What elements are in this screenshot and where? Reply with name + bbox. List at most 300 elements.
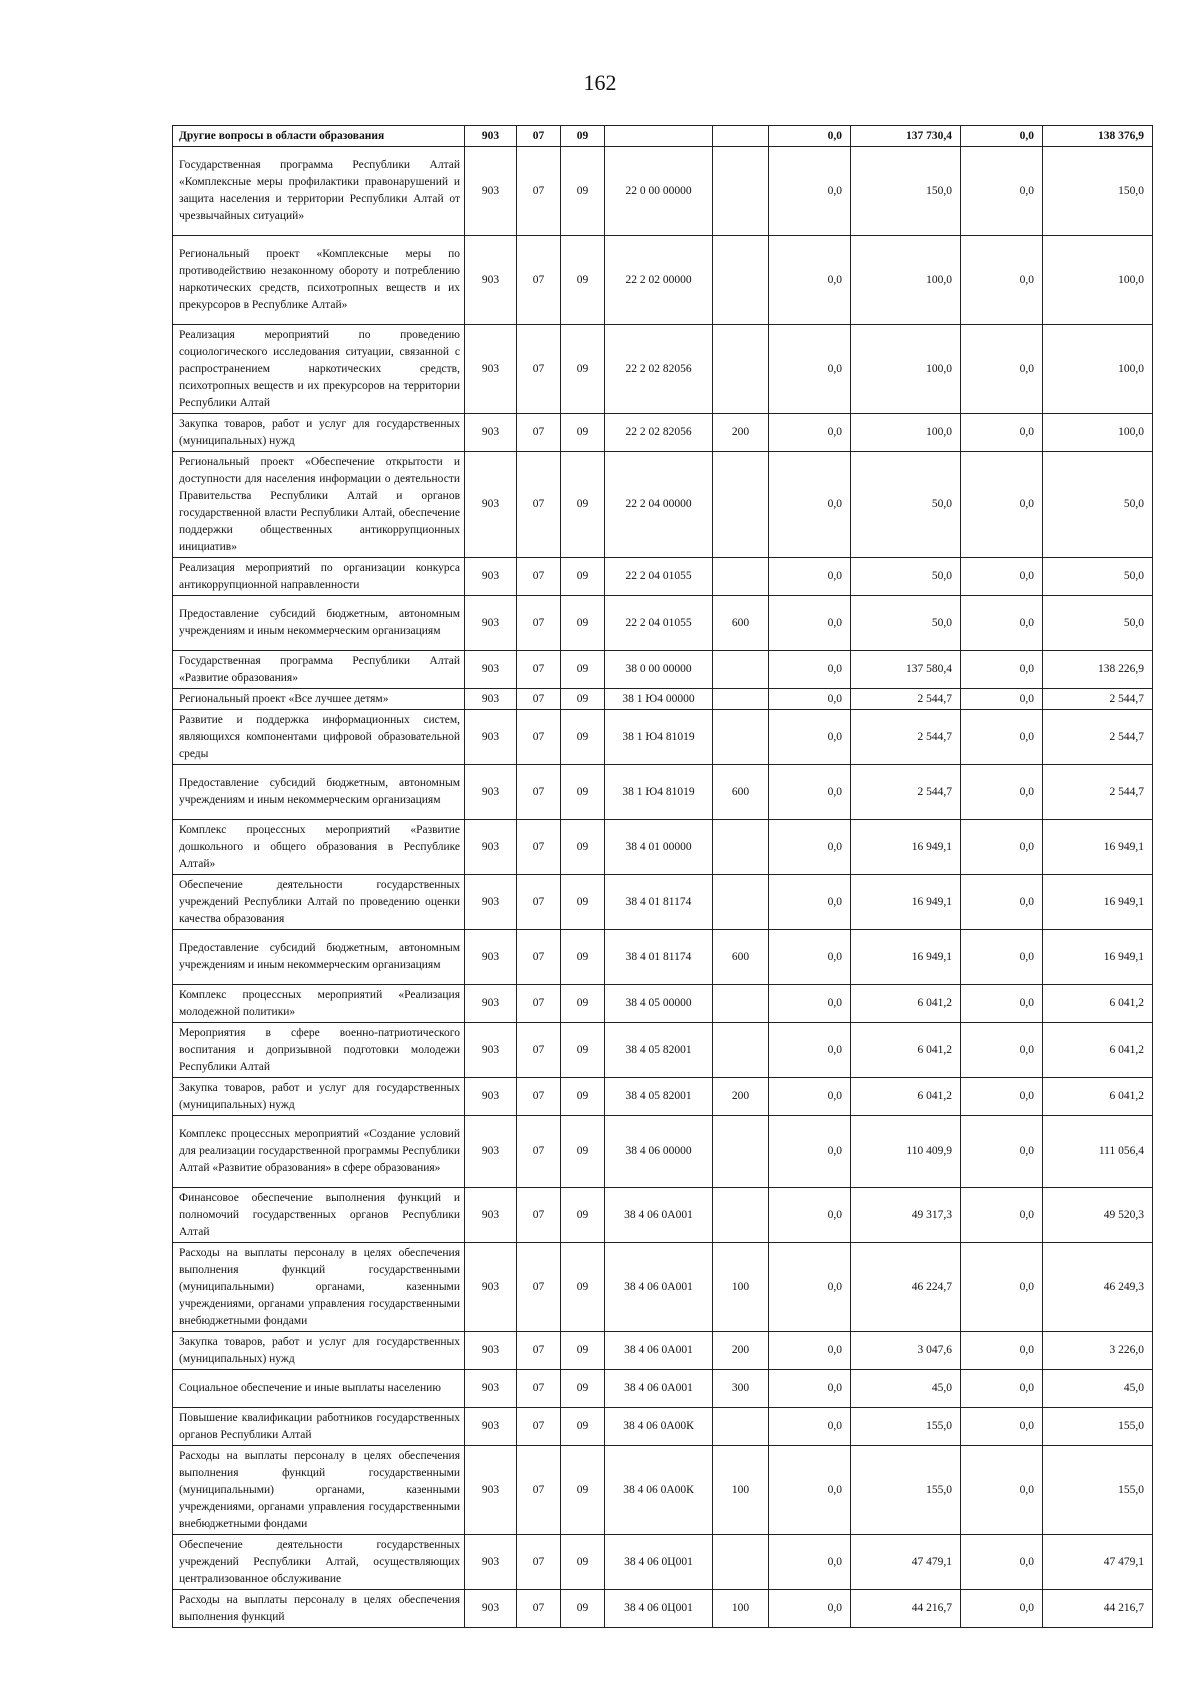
cell-section: 07 [517, 930, 561, 985]
cell-name: Комплекс процессных мероприятий «Развитие дошкольного и общего образования в Республике Алтай» [173, 820, 465, 875]
cell-administrator: 903 [465, 689, 517, 710]
cell-value-3: 0,0 [961, 1243, 1043, 1332]
cell-administrator: 903 [465, 236, 517, 325]
cell-value-1: 0,0 [769, 1446, 851, 1535]
cell-administrator: 903 [465, 1408, 517, 1446]
cell-value-3: 0,0 [961, 1116, 1043, 1188]
cell-subsection: 09 [561, 1332, 605, 1370]
cell-value-3: 0,0 [961, 414, 1043, 452]
cell-value-2: 16 949,1 [851, 820, 961, 875]
cell-section: 07 [517, 236, 561, 325]
cell-value-1: 0,0 [769, 1408, 851, 1446]
cell-administrator: 903 [465, 596, 517, 651]
cell-value-1: 0,0 [769, 1078, 851, 1116]
cell-value-2: 137 730,4 [851, 126, 961, 147]
cell-value-1: 0,0 [769, 1370, 851, 1408]
cell-section: 07 [517, 452, 561, 558]
cell-value-2: 50,0 [851, 596, 961, 651]
cell-value-2: 16 949,1 [851, 875, 961, 930]
cell-name: Предоставление субсидий бюджетным, автономным учреждениям и иным некоммерческим организациям [173, 596, 465, 651]
cell-value-3: 0,0 [961, 710, 1043, 765]
cell-expense-type: 200 [713, 1332, 769, 1370]
cell-target-article: 22 2 04 00000 [605, 452, 713, 558]
cell-administrator: 903 [465, 558, 517, 596]
cell-target-article: 38 4 06 0А001 [605, 1370, 713, 1408]
cell-target-article: 38 4 05 82001 [605, 1023, 713, 1078]
cell-expense-type [713, 651, 769, 689]
cell-administrator: 903 [465, 147, 517, 236]
cell-value-1: 0,0 [769, 1023, 851, 1078]
cell-section: 07 [517, 325, 561, 414]
cell-section: 07 [517, 1243, 561, 1332]
cell-administrator: 903 [465, 710, 517, 765]
cell-section: 07 [517, 414, 561, 452]
table-row [173, 596, 1153, 651]
cell-subsection: 09 [561, 452, 605, 558]
cell-name: Обеспечение деятельности государственных учреждений Республики Алтай, осуществляющих централизованное обслуживание [173, 1535, 465, 1590]
cell-expense-type [713, 452, 769, 558]
cell-section: 07 [517, 1370, 561, 1408]
cell-administrator: 903 [465, 1188, 517, 1243]
table-row [173, 1023, 1153, 1078]
cell-expense-type [713, 820, 769, 875]
cell-value-1: 0,0 [769, 1535, 851, 1590]
cell-expense-type [713, 1023, 769, 1078]
cell-value-2: 100,0 [851, 236, 961, 325]
cell-subsection: 09 [561, 126, 605, 147]
cell-expense-type [713, 1535, 769, 1590]
cell-value-4: 16 949,1 [1043, 875, 1153, 930]
cell-administrator: 903 [465, 126, 517, 147]
cell-section: 07 [517, 710, 561, 765]
cell-name: Закупка товаров, работ и услуг для государственных (муниципальных) нужд [173, 414, 465, 452]
cell-administrator: 903 [465, 930, 517, 985]
cell-section: 07 [517, 765, 561, 820]
cell-value-2: 155,0 [851, 1408, 961, 1446]
cell-subsection: 09 [561, 1408, 605, 1446]
cell-target-article: 38 4 01 00000 [605, 820, 713, 875]
table-row [173, 875, 1153, 930]
cell-value-1: 0,0 [769, 710, 851, 765]
cell-expense-type [713, 325, 769, 414]
cell-value-1: 0,0 [769, 820, 851, 875]
cell-value-4: 3 226,0 [1043, 1332, 1153, 1370]
cell-value-2: 44 216,7 [851, 1590, 961, 1628]
cell-target-article: 38 4 06 0А00К [605, 1446, 713, 1535]
cell-expense-type [713, 689, 769, 710]
cell-expense-type: 600 [713, 765, 769, 820]
cell-name: Региональный проект «Комплексные меры по противодействию незаконному обороту и потреблению наркотических средств, психотропных веществ и их прекурсоров в Республике Алтай» [173, 236, 465, 325]
cell-target-article: 38 1 Ю4 81019 [605, 710, 713, 765]
cell-value-3: 0,0 [961, 765, 1043, 820]
cell-section: 07 [517, 1408, 561, 1446]
cell-expense-type [713, 126, 769, 147]
cell-value-1: 0,0 [769, 126, 851, 147]
table-row [173, 325, 1153, 414]
cell-target-article: 22 0 00 00000 [605, 147, 713, 236]
cell-name: Расходы на выплаты персоналу в целях обеспечения выполнения функций государственными (муниципальными) органами, казенными учреждениями, органами управления государственными внебюджетными фондами [173, 1243, 465, 1332]
cell-expense-type: 200 [713, 414, 769, 452]
cell-value-3: 0,0 [961, 651, 1043, 689]
cell-subsection: 09 [561, 236, 605, 325]
cell-target-article: 22 2 02 82056 [605, 325, 713, 414]
cell-name: Комплекс процессных мероприятий «Реализация молодежной политики» [173, 985, 465, 1023]
cell-value-2: 50,0 [851, 452, 961, 558]
cell-name: Реализация мероприятий по организации конкурса антикоррупционной направленности [173, 558, 465, 596]
cell-target-article: 38 4 06 0Ц001 [605, 1535, 713, 1590]
table-row [173, 820, 1153, 875]
cell-value-1: 0,0 [769, 452, 851, 558]
cell-value-2: 6 041,2 [851, 985, 961, 1023]
cell-value-4: 16 949,1 [1043, 820, 1153, 875]
table-row [173, 1188, 1153, 1243]
cell-section: 07 [517, 820, 561, 875]
cell-value-1: 0,0 [769, 765, 851, 820]
cell-value-4: 2 544,7 [1043, 710, 1153, 765]
cell-expense-type: 300 [713, 1370, 769, 1408]
cell-target-article: 38 4 06 0А001 [605, 1188, 713, 1243]
cell-value-3: 0,0 [961, 558, 1043, 596]
cell-name: Предоставление субсидий бюджетным, автономным учреждениям и иным некоммерческим организациям [173, 930, 465, 985]
cell-target-article: 38 4 06 0Ц001 [605, 1590, 713, 1628]
table-row [173, 710, 1153, 765]
cell-value-3: 0,0 [961, 1590, 1043, 1628]
cell-subsection: 09 [561, 765, 605, 820]
cell-expense-type [713, 147, 769, 236]
cell-name: Расходы на выплаты персоналу в целях обеспечения выполнения функций государственными (муниципальными) органами, казенными учреждениями, органами управления государственными внебюджетными фондами [173, 1446, 465, 1535]
cell-value-4: 49 520,3 [1043, 1188, 1153, 1243]
cell-section: 07 [517, 1446, 561, 1535]
cell-name: Государственная программа Республики Алтай «Развитие образования» [173, 651, 465, 689]
cell-section: 07 [517, 558, 561, 596]
cell-expense-type [713, 558, 769, 596]
cell-value-2: 155,0 [851, 1446, 961, 1535]
cell-target-article: 38 4 06 0А001 [605, 1243, 713, 1332]
cell-value-4: 138 376,9 [1043, 126, 1153, 147]
cell-value-4: 50,0 [1043, 558, 1153, 596]
cell-administrator: 903 [465, 820, 517, 875]
cell-expense-type [713, 985, 769, 1023]
cell-subsection: 09 [561, 710, 605, 765]
cell-section: 07 [517, 1535, 561, 1590]
cell-name: Комплекс процессных мероприятий «Создание условий для реализации государственной программы Республики Алтай «Развитие образования» в сфере образования» [173, 1116, 465, 1188]
cell-value-1: 0,0 [769, 651, 851, 689]
cell-value-3: 0,0 [961, 452, 1043, 558]
page-number: 162 [583, 70, 617, 95]
cell-expense-type: 600 [713, 596, 769, 651]
cell-value-3: 0,0 [961, 1023, 1043, 1078]
cell-value-1: 0,0 [769, 1332, 851, 1370]
cell-value-4: 46 249,3 [1043, 1243, 1153, 1332]
cell-name: Государственная программа Республики Алтай «Комплексные меры профилактики правонарушений и защита населения и территории Республики Алтай от чрезвычайных ситуаций» [173, 147, 465, 236]
cell-target-article: 38 4 01 81174 [605, 875, 713, 930]
table-row [173, 1408, 1153, 1446]
table-row [173, 1535, 1153, 1590]
cell-subsection: 09 [561, 930, 605, 985]
cell-value-2: 2 544,7 [851, 765, 961, 820]
cell-subsection: 09 [561, 820, 605, 875]
cell-value-4: 155,0 [1043, 1408, 1153, 1446]
cell-administrator: 903 [465, 1078, 517, 1116]
cell-value-1: 0,0 [769, 414, 851, 452]
cell-value-1: 0,0 [769, 1590, 851, 1628]
cell-value-4: 50,0 [1043, 596, 1153, 651]
cell-section: 07 [517, 147, 561, 236]
cell-subsection: 09 [561, 1535, 605, 1590]
cell-name: Реализация мероприятий по проведению социологического исследования ситуации, связанной с распространением наркотических средств, психотропных веществ и их прекурсоров на территории Республики Алтай [173, 325, 465, 414]
cell-target-article: 38 1 Ю4 00000 [605, 689, 713, 710]
cell-subsection: 09 [561, 596, 605, 651]
cell-administrator: 903 [465, 765, 517, 820]
cell-name: Финансовое обеспечение выполнения функций и полномочий государственных органов Республики Алтай [173, 1188, 465, 1243]
table-row [173, 414, 1153, 452]
cell-value-3: 0,0 [961, 596, 1043, 651]
cell-value-1: 0,0 [769, 1188, 851, 1243]
cell-section: 07 [517, 1332, 561, 1370]
cell-target-article: 38 1 Ю4 81019 [605, 765, 713, 820]
cell-subsection: 09 [561, 1188, 605, 1243]
cell-value-1: 0,0 [769, 325, 851, 414]
cell-value-4: 100,0 [1043, 414, 1153, 452]
cell-value-1: 0,0 [769, 985, 851, 1023]
table-row [173, 930, 1153, 985]
cell-value-2: 16 949,1 [851, 930, 961, 985]
cell-subsection: 09 [561, 147, 605, 236]
cell-section: 07 [517, 126, 561, 147]
cell-subsection: 09 [561, 325, 605, 414]
cell-value-4: 138 226,9 [1043, 651, 1153, 689]
table-row [173, 1078, 1153, 1116]
cell-target-article: 22 2 02 00000 [605, 236, 713, 325]
cell-value-2: 2 544,7 [851, 710, 961, 765]
cell-expense-type: 100 [713, 1243, 769, 1332]
cell-expense-type: 100 [713, 1446, 769, 1535]
cell-subsection: 09 [561, 558, 605, 596]
cell-value-3: 0,0 [961, 1408, 1043, 1446]
cell-target-article [605, 126, 713, 147]
cell-expense-type [713, 710, 769, 765]
cell-target-article: 38 4 05 82001 [605, 1078, 713, 1116]
cell-value-3: 0,0 [961, 689, 1043, 710]
cell-value-4: 6 041,2 [1043, 1078, 1153, 1116]
table-row [173, 1590, 1153, 1628]
cell-value-1: 0,0 [769, 1243, 851, 1332]
cell-name: Обеспечение деятельности государственных учреждений Республики Алтай по проведению оценки качества образования [173, 875, 465, 930]
table-row [173, 1370, 1153, 1408]
cell-value-3: 0,0 [961, 985, 1043, 1023]
cell-value-2: 2 544,7 [851, 689, 961, 710]
cell-administrator: 903 [465, 325, 517, 414]
cell-value-1: 0,0 [769, 596, 851, 651]
cell-name: Региональный проект «Обеспечение открытости и доступности для населения информации о деятельности Правительства Республики Алтай и органов государственной власти Республики Алтай, обеспечение поддержки общественных антикоррупционных инициатив» [173, 452, 465, 558]
cell-section: 07 [517, 1590, 561, 1628]
cell-value-2: 150,0 [851, 147, 961, 236]
cell-administrator: 903 [465, 1023, 517, 1078]
table-row [173, 236, 1153, 325]
cell-value-1: 0,0 [769, 930, 851, 985]
cell-target-article: 38 0 00 00000 [605, 651, 713, 689]
cell-value-2: 100,0 [851, 414, 961, 452]
cell-target-article: 38 4 05 00000 [605, 985, 713, 1023]
cell-value-3: 0,0 [961, 325, 1043, 414]
cell-administrator: 903 [465, 414, 517, 452]
budget-table [172, 125, 1153, 1628]
cell-value-2: 3 047,6 [851, 1332, 961, 1370]
cell-target-article: 38 4 06 0А00К [605, 1408, 713, 1446]
cell-administrator: 903 [465, 1243, 517, 1332]
cell-value-1: 0,0 [769, 236, 851, 325]
table-row [173, 651, 1153, 689]
cell-value-4: 100,0 [1043, 236, 1153, 325]
table-row [173, 985, 1153, 1023]
cell-value-4: 2 544,7 [1043, 689, 1153, 710]
cell-section: 07 [517, 1023, 561, 1078]
cell-value-3: 0,0 [961, 1078, 1043, 1116]
cell-subsection: 09 [561, 1116, 605, 1188]
cell-subsection: 09 [561, 1446, 605, 1535]
cell-subsection: 09 [561, 1590, 605, 1628]
cell-value-4: 50,0 [1043, 452, 1153, 558]
cell-subsection: 09 [561, 875, 605, 930]
cell-name: Развитие и поддержка информационных систем, являющихся компонентами цифровой образовательной среды [173, 710, 465, 765]
cell-subsection: 09 [561, 414, 605, 452]
cell-expense-type: 200 [713, 1078, 769, 1116]
cell-value-3: 0,0 [961, 1535, 1043, 1590]
cell-expense-type: 100 [713, 1590, 769, 1628]
cell-target-article: 38 4 06 00000 [605, 1116, 713, 1188]
cell-section: 07 [517, 596, 561, 651]
cell-value-2: 6 041,2 [851, 1078, 961, 1116]
cell-section: 07 [517, 1188, 561, 1243]
cell-expense-type [713, 236, 769, 325]
cell-administrator: 903 [465, 1370, 517, 1408]
cell-value-2: 137 580,4 [851, 651, 961, 689]
cell-value-4: 111 056,4 [1043, 1116, 1153, 1188]
cell-name: Закупка товаров, работ и услуг для государственных (муниципальных) нужд [173, 1332, 465, 1370]
table-row [173, 126, 1153, 147]
cell-section: 07 [517, 875, 561, 930]
cell-value-4: 47 479,1 [1043, 1535, 1153, 1590]
cell-subsection: 09 [561, 985, 605, 1023]
cell-subsection: 09 [561, 1023, 605, 1078]
cell-value-2: 46 224,7 [851, 1243, 961, 1332]
cell-value-3: 0,0 [961, 1188, 1043, 1243]
cell-value-4: 16 949,1 [1043, 930, 1153, 985]
table-row [173, 1116, 1153, 1188]
cell-value-3: 0,0 [961, 126, 1043, 147]
cell-administrator: 903 [465, 985, 517, 1023]
cell-administrator: 903 [465, 1446, 517, 1535]
cell-expense-type [713, 1116, 769, 1188]
cell-subsection: 09 [561, 1078, 605, 1116]
cell-value-2: 49 317,3 [851, 1188, 961, 1243]
cell-value-1: 0,0 [769, 558, 851, 596]
cell-value-2: 50,0 [851, 558, 961, 596]
cell-value-3: 0,0 [961, 875, 1043, 930]
cell-value-2: 110 409,9 [851, 1116, 961, 1188]
cell-section: 07 [517, 651, 561, 689]
cell-subsection: 09 [561, 689, 605, 710]
cell-administrator: 903 [465, 1590, 517, 1628]
cell-subsection: 09 [561, 651, 605, 689]
cell-name: Мероприятия в сфере военно-патриотического воспитания и допризывной подготовки молодежи Республики Алтай [173, 1023, 465, 1078]
cell-value-4: 6 041,2 [1043, 1023, 1153, 1078]
cell-name: Закупка товаров, работ и услуг для государственных (муниципальных) нужд [173, 1078, 465, 1116]
cell-expense-type [713, 1408, 769, 1446]
cell-name: Повышение квалификации работников государственных органов Республики Алтай [173, 1408, 465, 1446]
cell-value-4: 2 544,7 [1043, 765, 1153, 820]
cell-value-2: 45,0 [851, 1370, 961, 1408]
cell-administrator: 903 [465, 1116, 517, 1188]
table-row [173, 452, 1153, 558]
cell-section: 07 [517, 985, 561, 1023]
table-row [173, 689, 1153, 710]
cell-value-3: 0,0 [961, 147, 1043, 236]
table-row [173, 765, 1153, 820]
cell-value-3: 0,0 [961, 930, 1043, 985]
cell-value-2: 100,0 [851, 325, 961, 414]
cell-value-4: 155,0 [1043, 1446, 1153, 1535]
cell-subsection: 09 [561, 1370, 605, 1408]
cell-administrator: 903 [465, 1332, 517, 1370]
cell-value-4: 44 216,7 [1043, 1590, 1153, 1628]
cell-name: Региональный проект «Все лучшее детям» [173, 689, 465, 710]
cell-target-article: 22 2 02 82056 [605, 414, 713, 452]
table-body [173, 126, 1153, 1628]
cell-administrator: 903 [465, 875, 517, 930]
cell-administrator: 903 [465, 452, 517, 558]
cell-value-1: 0,0 [769, 875, 851, 930]
cell-name: Социальное обеспечение и иные выплаты населению [173, 1370, 465, 1408]
cell-target-article: 38 4 01 81174 [605, 930, 713, 985]
cell-value-2: 47 479,1 [851, 1535, 961, 1590]
cell-value-3: 0,0 [961, 1446, 1043, 1535]
cell-section: 07 [517, 1078, 561, 1116]
cell-expense-type [713, 875, 769, 930]
cell-section: 07 [517, 1116, 561, 1188]
cell-subsection: 09 [561, 1243, 605, 1332]
cell-value-4: 150,0 [1043, 147, 1153, 236]
cell-value-4: 6 041,2 [1043, 985, 1153, 1023]
cell-target-article: 22 2 04 01055 [605, 558, 713, 596]
table-row [173, 558, 1153, 596]
cell-value-1: 0,0 [769, 1116, 851, 1188]
cell-target-article: 38 4 06 0А001 [605, 1332, 713, 1370]
cell-name: Расходы на выплаты персоналу в целях обеспечения выполнения функций [173, 1590, 465, 1628]
table-row [173, 1446, 1153, 1535]
cell-value-3: 0,0 [961, 236, 1043, 325]
cell-section: 07 [517, 689, 561, 710]
cell-name: Другие вопросы в области образования [173, 126, 465, 147]
table-row [173, 147, 1153, 236]
cell-value-3: 0,0 [961, 820, 1043, 875]
cell-value-4: 45,0 [1043, 1370, 1153, 1408]
cell-value-2: 6 041,2 [851, 1023, 961, 1078]
cell-value-1: 0,0 [769, 147, 851, 236]
cell-administrator: 903 [465, 1535, 517, 1590]
cell-name: Предоставление субсидий бюджетным, автономным учреждениям и иным некоммерческим организациям [173, 765, 465, 820]
cell-expense-type: 600 [713, 930, 769, 985]
cell-value-1: 0,0 [769, 689, 851, 710]
cell-administrator: 903 [465, 651, 517, 689]
cell-value-4: 100,0 [1043, 325, 1153, 414]
cell-expense-type [713, 1188, 769, 1243]
cell-value-3: 0,0 [961, 1370, 1043, 1408]
cell-target-article: 22 2 04 01055 [605, 596, 713, 651]
cell-value-3: 0,0 [961, 1332, 1043, 1370]
table-row [173, 1332, 1153, 1370]
table-row [173, 1243, 1153, 1332]
